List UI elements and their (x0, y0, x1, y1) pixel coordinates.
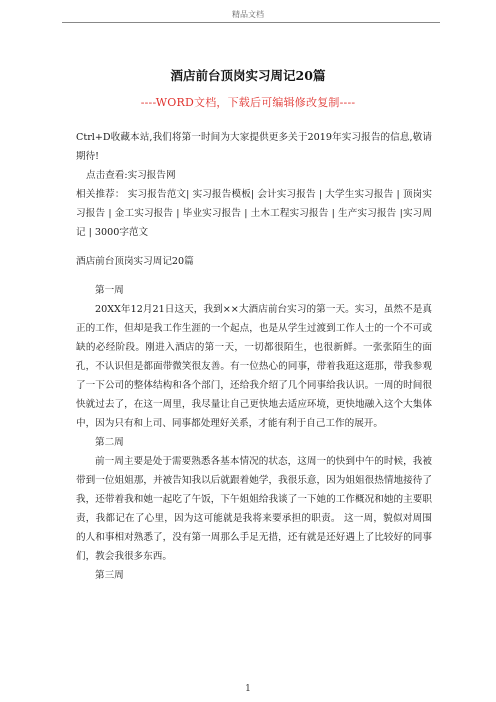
section-title: 酒店前台顶岗实习周记20篇 (76, 256, 194, 267)
week1-heading: 第一周 (95, 285, 124, 296)
document-subtitle: ----WORD文档，下载后可编辑修改复制---- (140, 96, 356, 109)
week2-heading: 第二周 (95, 437, 124, 448)
header-divider (62, 22, 440, 23)
page-number: 1 (245, 684, 251, 694)
page-header-label: 精品文档 (232, 10, 264, 19)
document-title: 酒店前台顶岗实习周记20篇 (170, 68, 326, 83)
document-body (76, 128, 432, 585)
click-view-link[interactable]: 点击查看:实习报告网 (86, 170, 176, 181)
week1-paragraph: 20XX年12月21日这天，我到××大酒店前台实习的第一天。实习，虽然不是真正的工作，但却是我工作生涯的一个起点，也是从学生过渡到工作人士的一个不可或缺的必经阶段。刚进入酒店的第一天，一切都很陌生，也很新鲜。一张张陌生的面孔，不认识但是都面带微笑很友善。有一位热心的同事，带着我逛这逛那，带我参观了一下公司的整体结构和各个部门，还给我介绍了几个同事给我认识。一周的时间很快就过去了，在这一周里，我尽量让自己更快地去适应环境，更快地融入这个大集体中，因为只有和上司、同事都处理好关系，才能有利于自己工作的展开。 (76, 304, 432, 429)
week2-paragraph: 前一周主要是处于需要熟悉各基本情况的状态，这周一的快到中午的时候，我被带到一位姐姐那，并被告知我以后就跟着她学，我很乐意，因为姐姐很热情地接待了我，还带着我和她一起吃了午饭，下午姐姐给我谈了一下她的工作概况和她的主要职责，我都记在了心里，因为这可能就是我将来要承担的职责。 这一周，貌似对周围的人和事相对熟悉了，没有第一周那么手足无措，还有就是还好遇上了比较好的同事们，教会我很多东西。 (76, 456, 432, 562)
intro-paragraph: Ctrl+D收藏本站,我们将第一时间为大家提供更多关于2019年实习报告的信息,敬请期待! (76, 132, 432, 162)
week3-heading: 第三周 (95, 570, 124, 581)
related-links[interactable]: 相关推荐： 实习报告范文| 实习报告模板| 会计实习报告 | 大学生实习报告 | 顶岗实习报告 | 金工实习报告 | 毕业实习报告 | 土木工程实习报告 | 生产实习报告 |实习周记 | 3000字范文 (76, 189, 432, 238)
